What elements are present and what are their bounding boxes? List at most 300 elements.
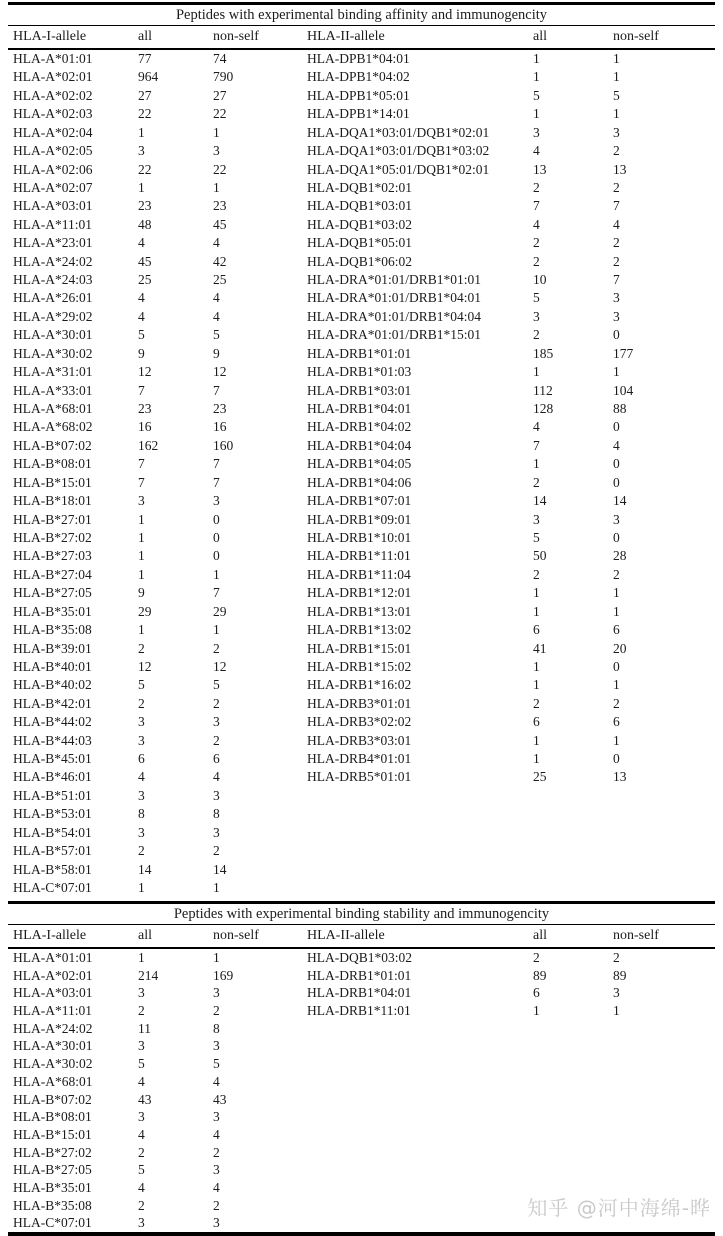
cell-all: 22 <box>138 106 152 122</box>
cell-nonself: 12 <box>213 364 227 380</box>
cell-all: 4 <box>138 769 145 785</box>
cell-all: 4 <box>138 1126 145 1142</box>
cell-all: 14 <box>138 861 152 877</box>
cell-nonself: 4 <box>213 1179 220 1195</box>
cell-allele: HLA-B*27:05 <box>13 1162 92 1178</box>
table-row <box>13 197 307 215</box>
cell-allele: HLA-A*24:02 <box>13 253 93 269</box>
cell-allele: HLA-B*27:04 <box>13 566 92 582</box>
table-row <box>307 455 715 473</box>
cell-allele: HLA-A*01:01 <box>13 950 93 965</box>
cell-allele: HLA-DQB1*05:01 <box>307 235 412 251</box>
cell-all: 7 <box>138 474 145 490</box>
cell-all: 4 <box>533 216 540 232</box>
cell-nonself: 5 <box>213 1056 220 1072</box>
cell-nonself: 0 <box>213 529 220 545</box>
stability-table-title: Peptides with experimental binding stability and immunogencity <box>8 904 715 925</box>
table-row <box>13 87 307 105</box>
cell-all: 3 <box>138 732 145 748</box>
cell-allele: HLA-DRB1*04:01 <box>307 985 412 1001</box>
cell-allele: HLA-DRB1*13:02 <box>307 622 412 638</box>
cell-nonself: 29 <box>213 603 227 619</box>
cell-nonself: 23 <box>213 401 227 417</box>
table-row <box>307 142 715 160</box>
cell-nonself: 2 <box>213 1003 220 1019</box>
table-row <box>307 492 715 510</box>
cell-nonself: 4 <box>213 290 220 306</box>
cell-nonself: 1 <box>613 732 620 748</box>
cell-allele: HLA-DRB1*04:04 <box>307 437 412 453</box>
cell-all: 4 <box>138 235 145 251</box>
cell-all: 5 <box>138 677 145 693</box>
table-row <box>307 105 715 123</box>
table-row <box>307 363 715 381</box>
table-row <box>13 713 307 731</box>
table-row <box>13 216 307 234</box>
cell-nonself: 1 <box>213 879 220 895</box>
cell-allele: HLA-DRB1*16:02 <box>307 677 412 693</box>
cell-allele: HLA-A*26:01 <box>13 290 93 306</box>
cell-allele: HLA-DRB1*04:01 <box>307 401 412 417</box>
cell-allele: HLA-B*39:01 <box>13 640 92 656</box>
cell-nonself: 22 <box>213 106 227 122</box>
cell-allele: HLA-DRB3*03:01 <box>307 732 412 748</box>
table-row <box>13 308 307 326</box>
cell-all: 5 <box>138 1162 145 1178</box>
cell-all: 14 <box>533 493 547 509</box>
cell-allele: HLA-B*44:03 <box>13 732 92 748</box>
cell-allele: HLA-A*03:01 <box>13 985 93 1001</box>
cell-allele: HLA-DRA*01:01/DRB1*01:01 <box>307 272 482 288</box>
cell-nonself: 6 <box>213 751 220 767</box>
table-row <box>13 455 307 473</box>
cell-all: 1 <box>138 511 145 527</box>
table-row <box>13 1197 307 1215</box>
cell-nonself: 1 <box>213 950 220 965</box>
cell-allele: HLA-DQB1*02:01 <box>307 179 412 195</box>
cell-allele: HLA-DQB1*06:02 <box>307 253 412 269</box>
cell-allele: HLA-B*35:01 <box>13 1179 92 1195</box>
table-row <box>13 271 307 289</box>
table-row <box>13 492 307 510</box>
cell-allele: HLA-B*35:01 <box>13 603 92 619</box>
cell-allele: HLA-B*35:08 <box>13 1197 92 1213</box>
cell-allele: HLA-DRB1*10:01 <box>307 529 412 545</box>
cell-nonself: 4 <box>213 1073 220 1089</box>
cell-allele: HLA-A*03:01 <box>13 198 93 214</box>
cell-all: 1 <box>533 732 540 748</box>
table-row <box>13 949 307 967</box>
cell-nonself: 0 <box>213 511 220 527</box>
table-row <box>13 621 307 639</box>
cell-allele: HLA-B*57:01 <box>13 843 92 859</box>
cell-all: 5 <box>533 87 540 103</box>
cell-allele: HLA-DRB1*04:06 <box>307 474 412 490</box>
table-row <box>307 253 715 271</box>
cell-allele: HLA-DRB3*02:02 <box>307 714 412 730</box>
table-row <box>307 68 715 86</box>
cell-nonself: 25 <box>213 272 227 288</box>
cell-nonself: 0 <box>613 419 620 435</box>
cell-all: 41 <box>533 640 547 656</box>
cell-allele: HLA-DRB1*07:01 <box>307 493 412 509</box>
cell-nonself: 0 <box>213 548 220 564</box>
cell-all: 214 <box>138 967 159 983</box>
cell-allele: HLA-C*07:01 <box>13 879 92 895</box>
cell-nonself: 89 <box>613 967 627 983</box>
cell-allele: HLA-DPB1*14:01 <box>307 106 410 122</box>
table-row <box>13 363 307 381</box>
cell-all: 27 <box>138 87 152 103</box>
cell-all: 2 <box>533 950 540 965</box>
cell-all: 3 <box>138 714 145 730</box>
cell-all: 7 <box>533 437 540 453</box>
table-row <box>307 87 715 105</box>
cell-nonself: 3 <box>613 985 620 1001</box>
cell-all: 5 <box>138 1056 145 1072</box>
cell-all: 7 <box>138 456 145 472</box>
cell-nonself: 2 <box>613 235 620 251</box>
cell-allele: HLA-DRB1*11:04 <box>307 566 411 582</box>
cell-allele: HLA-A*31:01 <box>13 364 93 380</box>
cell-allele: HLA-B*40:01 <box>13 658 92 674</box>
table-row <box>13 437 307 455</box>
cell-nonself: 3 <box>613 308 620 324</box>
cell-all: 13 <box>533 161 547 177</box>
cell-nonself: 7 <box>213 585 220 601</box>
cell-allele: HLA-A*02:07 <box>13 179 93 195</box>
cell-allele: HLA-DRB1*13:01 <box>307 603 412 619</box>
table-row <box>13 1037 307 1055</box>
cell-allele: HLA-DRB1*11:01 <box>307 1003 411 1019</box>
table-row <box>307 529 715 547</box>
cell-nonself: 1 <box>613 677 620 693</box>
cell-nonself: 7 <box>213 382 220 398</box>
cell-nonself: 3 <box>613 124 620 140</box>
cell-allele: HLA-B*27:05 <box>13 585 92 601</box>
table-row <box>13 787 307 805</box>
cell-allele: HLA-B*44:02 <box>13 714 92 730</box>
cell-nonself: 0 <box>613 658 620 674</box>
cell-allele: HLA-A*30:02 <box>13 345 93 361</box>
table-row <box>307 437 715 455</box>
cell-all: 1 <box>533 751 540 767</box>
col-header-all: all <box>533 29 547 44</box>
table-row <box>13 382 307 400</box>
table-row <box>307 308 715 326</box>
table-row <box>13 566 307 584</box>
cell-all: 1 <box>533 69 540 85</box>
cell-all: 1 <box>138 950 145 965</box>
cell-allele: HLA-DQB1*03:02 <box>307 950 412 965</box>
table-row <box>307 197 715 215</box>
cell-allele: HLA-A*68:02 <box>13 419 93 435</box>
table-row <box>13 879 307 897</box>
cell-all: 1 <box>533 106 540 122</box>
cell-all: 964 <box>138 69 159 85</box>
cell-allele: HLA-DRA*01:01/DRB1*04:04 <box>307 308 482 324</box>
table-row <box>13 984 307 1002</box>
cell-allele: HLA-DPB1*04:01 <box>307 51 410 66</box>
table-row <box>13 805 307 823</box>
cell-allele: HLA-DRB4*01:01 <box>307 751 412 767</box>
table-row <box>13 1055 307 1073</box>
cell-allele: HLA-B*45:01 <box>13 751 92 767</box>
col-header-all: all <box>138 928 152 943</box>
cell-nonself: 3 <box>613 511 620 527</box>
table-row <box>13 1214 307 1232</box>
cell-nonself: 7 <box>613 272 620 288</box>
table-row <box>307 271 715 289</box>
table-row <box>13 732 307 750</box>
cell-all: 4 <box>138 1179 145 1195</box>
cell-all: 1 <box>533 51 540 66</box>
cell-all: 1 <box>138 124 145 140</box>
cell-all: 1 <box>138 179 145 195</box>
cell-allele: HLA-B*40:02 <box>13 677 92 693</box>
cell-nonself: 2 <box>213 1197 220 1213</box>
table-row <box>13 50 307 68</box>
cell-allele: HLA-A*02:04 <box>13 124 93 140</box>
cell-nonself: 1 <box>613 603 620 619</box>
table-row <box>307 50 715 68</box>
cell-nonself: 0 <box>613 327 620 343</box>
cell-allele: HLA-B*08:01 <box>13 1109 92 1125</box>
table-row <box>307 382 715 400</box>
cell-all: 45 <box>138 253 152 269</box>
table-row <box>13 695 307 713</box>
cell-allele: HLA-DRB1*15:01 <box>307 640 412 656</box>
cell-allele: HLA-B*27:02 <box>13 529 92 545</box>
cell-allele: HLA-DRB3*01:01 <box>307 695 412 711</box>
cell-all: 2 <box>138 1144 145 1160</box>
table-row <box>307 768 715 786</box>
cell-all: 25 <box>533 769 547 785</box>
cell-nonself: 104 <box>613 382 634 398</box>
table-row <box>307 234 715 252</box>
cell-allele: HLA-B*07:02 <box>13 1091 92 1107</box>
table-row <box>13 750 307 768</box>
cell-allele: HLA-A*30:01 <box>13 327 93 343</box>
cell-nonself: 28 <box>613 548 627 564</box>
table-row <box>307 511 715 529</box>
cell-all: 43 <box>138 1091 152 1107</box>
cell-nonself: 1 <box>213 179 220 195</box>
cell-all: 4 <box>138 1073 145 1089</box>
stability-table-header-row <box>8 925 715 949</box>
cell-nonself: 5 <box>213 677 220 693</box>
cell-nonself: 1 <box>213 124 220 140</box>
cell-allele: HLA-DRB1*09:01 <box>307 511 412 527</box>
cell-allele: HLA-DQA1*05:01/DQB1*02:01 <box>307 161 490 177</box>
cell-all: 29 <box>138 603 152 619</box>
cell-allele: HLA-B*27:01 <box>13 511 92 527</box>
cell-all: 6 <box>533 985 540 1001</box>
cell-nonself: 7 <box>213 474 220 490</box>
table-row <box>307 547 715 565</box>
cell-nonself: 3 <box>613 290 620 306</box>
cell-all: 3 <box>138 143 145 159</box>
cell-allele: HLA-A*02:02 <box>13 87 93 103</box>
cell-all: 128 <box>533 401 554 417</box>
cell-all: 9 <box>138 345 145 361</box>
table-row <box>13 824 307 842</box>
cell-allele: HLA-DRB1*01:01 <box>307 967 412 983</box>
col-header-hla-i-allele: HLA-I-allele <box>13 29 87 44</box>
cell-nonself: 3 <box>213 787 220 803</box>
table-row <box>307 640 715 658</box>
cell-allele: HLA-A*68:01 <box>13 401 93 417</box>
table-row <box>307 289 715 307</box>
table-row <box>307 984 715 1002</box>
cell-nonself: 3 <box>213 1162 220 1178</box>
cell-nonself: 2 <box>213 695 220 711</box>
table-row <box>307 161 715 179</box>
table-row <box>13 253 307 271</box>
cell-all: 1 <box>533 1003 540 1019</box>
cell-nonself: 0 <box>613 751 620 767</box>
zhihu-watermark: 知乎 @河中海绵-晔 <box>527 1196 711 1220</box>
cell-all: 1 <box>533 456 540 472</box>
cell-all: 3 <box>138 493 145 509</box>
table-row <box>13 967 307 985</box>
cell-all: 22 <box>138 161 152 177</box>
affinity-table-title: Peptides with experimental binding affinity and immunogencity <box>8 5 715 26</box>
cell-allele: HLA-B*46:01 <box>13 769 92 785</box>
table-row <box>307 345 715 363</box>
table-row <box>307 179 715 197</box>
cell-all: 3 <box>138 985 145 1001</box>
cell-all: 1 <box>138 879 145 895</box>
table-row <box>307 967 715 985</box>
cell-nonself: 12 <box>213 658 227 674</box>
table-row <box>13 547 307 565</box>
table-row <box>13 1020 307 1038</box>
cell-all: 9 <box>138 585 145 601</box>
cell-allele: HLA-DRB1*03:01 <box>307 382 412 398</box>
cell-all: 2 <box>138 695 145 711</box>
cell-nonself: 16 <box>213 419 227 435</box>
table-row <box>13 640 307 658</box>
cell-allele: HLA-A*02:06 <box>13 161 93 177</box>
cell-nonself: 2 <box>213 640 220 656</box>
cell-allele: HLA-DRB1*04:02 <box>307 419 412 435</box>
hla-i-rows <box>8 949 307 1232</box>
cell-allele: HLA-A*29:02 <box>13 308 93 324</box>
cell-all: 2 <box>533 474 540 490</box>
cell-nonself: 7 <box>213 456 220 472</box>
table-row <box>307 216 715 234</box>
cell-nonself: 2 <box>613 179 620 195</box>
table-row <box>13 529 307 547</box>
cell-all: 50 <box>533 548 547 564</box>
cell-nonself: 4 <box>213 769 220 785</box>
col-header-hla-ii-allele: HLA-II-allele <box>307 29 385 44</box>
cell-all: 7 <box>138 382 145 398</box>
cell-allele: HLA-A*11:01 <box>13 1003 92 1019</box>
cell-all: 112 <box>533 382 553 398</box>
cell-nonself: 2 <box>613 566 620 582</box>
cell-nonself: 2 <box>213 1144 220 1160</box>
col-header-non-self: non-self <box>613 29 659 44</box>
cell-nonself: 1 <box>613 106 620 122</box>
cell-nonself: 2 <box>613 253 620 269</box>
cell-allele: HLA-B*15:01 <box>13 474 92 490</box>
cell-all: 162 <box>138 437 159 453</box>
table-row <box>13 658 307 676</box>
cell-allele: HLA-A*01:01 <box>13 51 93 66</box>
cell-all: 7 <box>533 198 540 214</box>
hla-ii-rows <box>307 50 715 787</box>
cell-all: 3 <box>138 1215 145 1231</box>
cell-allele: HLA-A*11:01 <box>13 216 92 232</box>
cell-nonself: 3 <box>213 1215 220 1231</box>
cell-all: 1 <box>533 658 540 674</box>
table-row <box>307 658 715 676</box>
cell-allele: HLA-B*07:02 <box>13 437 92 453</box>
cell-nonself: 3 <box>213 493 220 509</box>
table-row <box>13 768 307 786</box>
cell-nonself: 1 <box>613 51 620 66</box>
cell-all: 2 <box>138 1197 145 1213</box>
table-row <box>307 732 715 750</box>
table-row <box>13 418 307 436</box>
cell-nonself: 0 <box>613 474 620 490</box>
cell-allele: HLA-B*08:01 <box>13 456 92 472</box>
cell-nonself: 20 <box>613 640 627 656</box>
cell-nonself: 9 <box>213 345 220 361</box>
table-row <box>307 418 715 436</box>
cell-nonself: 3 <box>213 824 220 840</box>
cell-all: 23 <box>138 198 152 214</box>
cell-allele: HLA-B*18:01 <box>13 493 92 509</box>
cell-nonself: 1 <box>613 364 620 380</box>
cell-all: 1 <box>533 677 540 693</box>
hla-i-rows <box>8 50 307 897</box>
cell-nonself: 160 <box>213 437 234 453</box>
table-row <box>307 621 715 639</box>
cell-nonself: 13 <box>613 161 627 177</box>
cell-allele: HLA-C*07:01 <box>13 1215 92 1231</box>
table-row <box>13 842 307 860</box>
cell-nonself: 1 <box>613 69 620 85</box>
cell-allele: HLA-DRB1*11:01 <box>307 548 411 564</box>
col-header-all: all <box>138 29 152 44</box>
table-row <box>307 400 715 418</box>
cell-all: 4 <box>533 419 540 435</box>
cell-nonself: 4 <box>213 1126 220 1142</box>
col-header-all: all <box>533 928 547 943</box>
affinity-table-body <box>8 50 715 897</box>
cell-all: 4 <box>533 143 540 159</box>
cell-allele: HLA-DQA1*03:01/DQB1*03:02 <box>307 143 490 159</box>
cell-all: 6 <box>138 751 145 767</box>
cell-nonself: 3 <box>213 1109 220 1125</box>
cell-all: 1 <box>138 622 145 638</box>
cell-allele: HLA-B*53:01 <box>13 806 92 822</box>
table-row <box>307 326 715 344</box>
cell-allele: HLA-A*02:01 <box>13 69 93 85</box>
table-row <box>13 1073 307 1091</box>
cell-allele: HLA-B*27:02 <box>13 1144 92 1160</box>
cell-allele: HLA-B*42:01 <box>13 695 92 711</box>
table-row <box>307 1002 715 1020</box>
cell-all: 1 <box>533 364 540 380</box>
stability-table <box>8 901 715 1236</box>
cell-allele: HLA-A*24:03 <box>13 272 93 288</box>
cell-all: 77 <box>138 51 152 66</box>
cell-allele: HLA-B*35:08 <box>13 622 92 638</box>
